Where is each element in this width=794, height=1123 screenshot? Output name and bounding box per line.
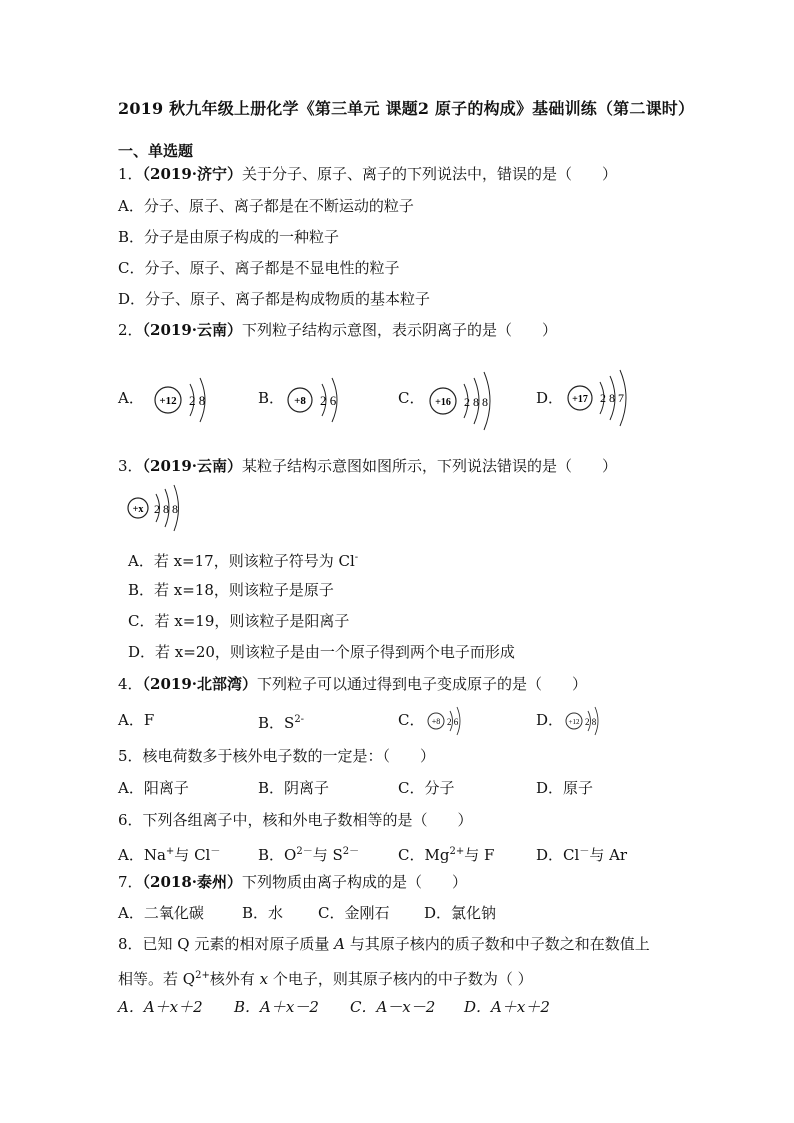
section-heading: 一、单选题 — [118, 142, 194, 160]
q3-option-a: A．若 x=17，则该粒子符号为 Cl- — [128, 552, 359, 570]
q2-option-c-diagram — [428, 368, 508, 434]
q2-option-d-diagram — [566, 366, 646, 430]
q2-option-b-label: B． — [258, 389, 285, 407]
shell-electrons: 2 8 8 — [464, 395, 488, 409]
question-source: （2019·北部湾） — [142, 675, 258, 693]
page-title: 2019 秋九年级上册化学《第三单元 课题2 原子的构成》基础训练（第二课时） — [118, 99, 695, 118]
q3-option-b: B．若 x=18，则该粒子是原子 — [128, 581, 334, 599]
q2-option-c-label: C． — [398, 389, 425, 407]
q6-option-a: A．Na+与 Cl－ — [118, 846, 221, 864]
question-source: （2019·云南） — [142, 321, 243, 339]
question-source: （2019·云南） — [142, 457, 243, 475]
q5-option-d: D．原子 — [536, 779, 594, 797]
nucleus-charge: +12 — [568, 718, 580, 726]
q5-option-b: B．阴离子 — [258, 779, 330, 797]
shell-electrons: 2 6 — [320, 393, 337, 408]
q3-option-d: D．若 x=20，则该粒子是由一个原子得到两个电子而形成 — [128, 643, 515, 661]
q1-option-c: C．分子、原子、离子都是不显电性的粒子 — [118, 259, 400, 277]
q7-option-a: A．二氧化碳 — [118, 904, 204, 922]
q3-figure-diagram — [126, 484, 196, 532]
question-text: 下列粒子结构示意图，表示阴离子的是（ ） — [242, 321, 558, 339]
q4-option-c-diagram — [426, 705, 476, 737]
nucleus-charge: +17 — [572, 394, 588, 405]
nucleus-charge: +8 — [294, 395, 306, 407]
question-number: 2． — [118, 321, 143, 339]
q5-option-c: C．分子 — [398, 779, 455, 797]
q2-option-d-label: D． — [536, 389, 564, 407]
question-3-stem — [118, 456, 617, 476]
question-7-stem — [118, 872, 467, 892]
question-number: 7． — [118, 873, 143, 891]
question-source: （2019·济宁） — [142, 165, 243, 183]
q4-option-b: B．$S^{2-}$ — [258, 714, 305, 732]
question-1-stem — [118, 164, 617, 184]
question-number: 3． — [118, 457, 143, 475]
question-8-line-1: 8．已知 Q 元素的相对原子质量 A 与其原子核内的质子数和中子数之和在数值上 — [118, 935, 650, 953]
q6-option-b: B．$O^{2-}$与 $S^{2-}$ — [258, 846, 360, 864]
nucleus-charge: +16 — [435, 397, 451, 408]
q1-option-d: D．分子、原子、离子都是构成物质的基本粒子 — [118, 290, 431, 308]
q8-option-d: D．A＋x＋2 — [464, 998, 550, 1016]
question-text: 某粒子结构示意图如图所示，下列说法错误的是（ ） — [242, 457, 618, 475]
q3-option-c: C．若 x=19，则该粒子是阳离子 — [128, 612, 350, 630]
q7-option-d: D．氯化钠 — [424, 904, 497, 922]
q2-option-b-diagram — [286, 370, 356, 430]
question-source: （2018·泰州） — [142, 873, 243, 891]
q4-option-d-diagram — [564, 705, 614, 737]
q7-option-b: B．水 — [242, 904, 284, 922]
nucleus-charge: +12 — [159, 395, 177, 407]
question-4-stem — [118, 674, 587, 694]
question-5-stem: 5．核电荷数多于核外电子数的一定是：（ ） — [118, 747, 436, 765]
question-8-line-2: 相等。若 $Q^{2+}$核外有 x 个电子，则其原子核内的中子数为（ ） — [118, 970, 533, 988]
question-6-stem: 6．下列各组离子中，核和外电子数相等的是（ ） — [118, 811, 473, 829]
question-text: 关于分子、原子、离子的下列说法中，错误的是（ ） — [242, 165, 618, 183]
q4-option-d-label: D． — [536, 711, 564, 729]
shell-electrons: 2 8 8 — [154, 502, 178, 516]
q1-option-a: A．分子、原子、离子都是在不断运动的粒子 — [118, 197, 414, 215]
q8-option-b: B．A＋x－2 — [234, 998, 319, 1016]
question-2-stem — [118, 320, 557, 340]
q5-option-a: A．阳离子 — [118, 779, 189, 797]
q8-option-c: C．A－x－2 — [350, 998, 436, 1016]
shell-electrons: 2 8 — [189, 393, 206, 408]
q4-option-c-label: C． — [398, 711, 425, 729]
question-text: 下列粒子可以通过得到电子变成原子的是（ ） — [257, 675, 588, 693]
nucleus-charge: +x — [132, 504, 144, 515]
q1-option-b: B．分子是由原子构成的一种粒子 — [118, 228, 340, 246]
shell-electrons: 2 6 — [447, 717, 459, 727]
q6-option-d: D．Cl－与 Ar — [536, 846, 628, 864]
q4-option-a: A．F — [118, 711, 155, 729]
shell-electrons: 2 8 — [585, 717, 597, 727]
nucleus-charge: +8 — [431, 717, 441, 726]
q2-option-a-label: A． — [118, 389, 144, 407]
q7-option-c: C．金刚石 — [318, 904, 390, 922]
question-text: 下列物质由离子构成的是（ ） — [242, 873, 468, 891]
question-number: 1． — [118, 165, 143, 183]
q6-option-c: C．$Mg^{2+}$与 F — [398, 846, 495, 864]
q2-option-a-diagram — [152, 370, 222, 430]
shell-electrons: 2 8 7 — [600, 391, 624, 405]
question-number: 4． — [118, 675, 143, 693]
q8-option-a: A．A＋x＋2 — [118, 998, 203, 1016]
